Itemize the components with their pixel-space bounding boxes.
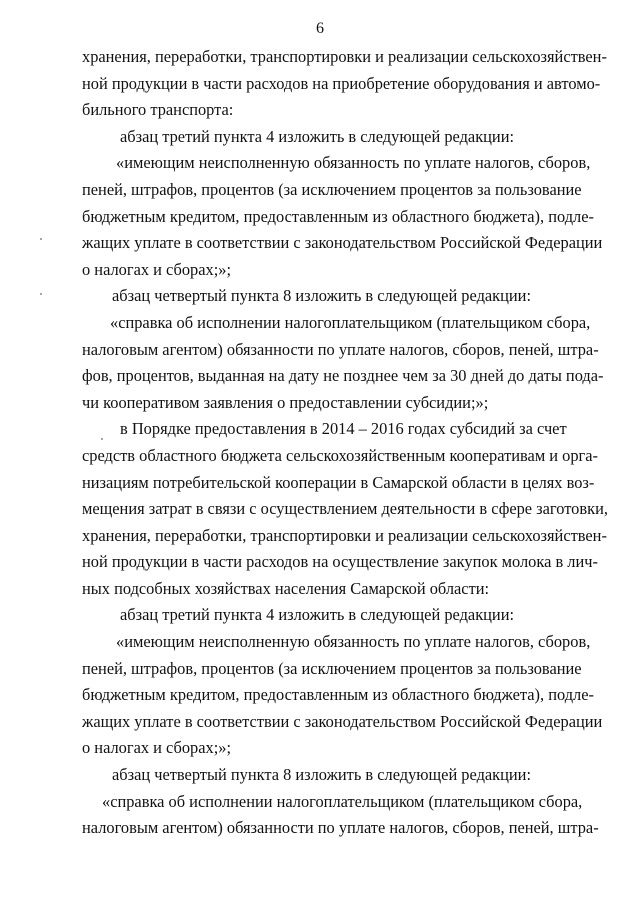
text-line: хранения, переработки, транспортировки и реализации сельскохозяйствен-: [82, 47, 607, 66]
text-line: хранения, переработки, транспортировки и реализации сельскохозяйствен-: [82, 525, 607, 545]
text-line: о налогах и сборах;»;: [82, 259, 231, 279]
text-line: жащих уплате в соответствии с законодательством Российской Федерации: [82, 233, 603, 253]
text-line: ной продукции в части расходов на осуществление закупок молока в лич-: [82, 552, 598, 572]
text-line: «имеющим неисполненную обязанность по уплате налогов, сборов,: [116, 153, 591, 173]
text-line: о налогах и сборах;»;: [82, 738, 231, 758]
text-line: фов, процентов, выданная на дату не позднее чем за 30 дней до даты пода-: [82, 366, 604, 386]
text-line: бильного транспорта:: [82, 100, 234, 120]
text-line: чи кооперативом заявления о предоставлении субсидии;»;: [82, 392, 489, 412]
text-line: пеней, штрафов, процентов (за исключением процентов за пользование: [82, 179, 582, 199]
text-line: жащих уплате в соответствии с законодательством Российской Федерации: [82, 711, 603, 731]
scan-mark: [40, 238, 42, 240]
text-line: налоговым агентом) обязанности по уплате налогов, сборов, пеней, штра-: [82, 818, 599, 838]
text-line: абзац третий пункта 4 изложить в следующей редакции:: [120, 126, 515, 146]
text-line: абзац третий пункта 4 изложить в следующей редакции:: [120, 605, 515, 625]
text-line: налоговым агентом) обязанности по уплате налогов, сборов, пеней, штра-: [82, 339, 599, 359]
text-line: бюджетным кредитом, предоставленным из областного бюджета), подле-: [82, 206, 594, 226]
text-line: средств областного бюджета сельскохозяйственным кооперативам и орга-: [82, 445, 599, 465]
text-line: ной продукции в части расходов на приобретение оборудования и автомо-: [82, 73, 601, 93]
scan-mark: [40, 293, 42, 295]
text-line: ных подсобных хозяйствах населения Самарской области:: [82, 578, 490, 598]
document-body: [82, 44, 608, 842]
text-line: «справка об исполнении налогоплательщиком (плательщиком сбора,: [110, 312, 591, 332]
page-number: 6: [316, 20, 324, 37]
text-line: «имеющим неисполненную обязанность по уплате налогов, сборов,: [116, 632, 591, 652]
text-line: мещения затрат в связи с осуществлением деятельности в сфере заготовки,: [82, 499, 608, 519]
text-line: «справка об исполнении налогоплательщиком (плательщиком сбора,: [102, 791, 583, 811]
text-line: пеней, штрафов, процентов (за исключением процентов за пользование: [82, 658, 582, 678]
text-line: абзац четвертый пункта 8 изложить в следующей редакции:: [112, 286, 532, 306]
text-line: низациям потребительской кооперации в Самарской области в целях воз-: [82, 472, 595, 492]
text-line: бюджетным кредитом, предоставленным из областного бюджета), подле-: [82, 685, 594, 705]
text-line: в Порядке предоставления в 2014 – 2016 годах субсидий за счет: [120, 419, 567, 439]
text-line: абзац четвертый пункта 8 изложить в следующей редакции:: [112, 765, 532, 785]
